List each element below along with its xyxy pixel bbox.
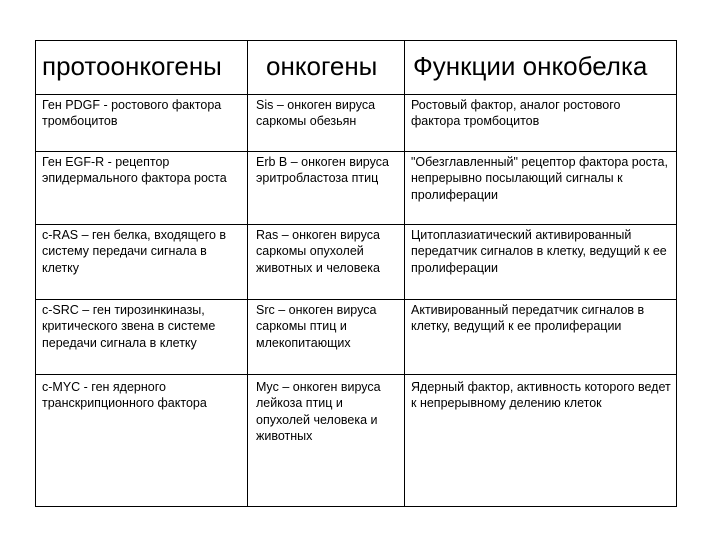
table-cell	[405, 300, 677, 375]
cell-text: c-SRC – ген тирозинкиназы, критического звена в системе передачи сигнала в клетку	[42, 303, 216, 350]
cell-text: Ядерный фактор, активность которого ведет к непрерывному делению клеток	[411, 380, 671, 411]
table-cell	[36, 95, 248, 152]
table-cell	[36, 375, 248, 507]
table-cell	[248, 225, 405, 300]
table-row	[36, 152, 677, 225]
cell-text: Ростовый фактор, аналог ростового фактора тромбоцитов	[411, 98, 621, 129]
cell-text: Myc – онкоген вируса лейкоза птиц и опухолей человека и животных	[256, 380, 381, 443]
oncogenes-table	[35, 40, 677, 507]
header-cell-functions	[405, 41, 677, 95]
cell-text: Erb B – онкоген вируса эритробластоза птиц	[256, 155, 389, 186]
table-cell	[405, 375, 677, 507]
cell-text: c-RAS – ген белка, входящего в систему передачи сигнала в клетку	[42, 228, 227, 275]
header-text: протоонкогены	[42, 51, 222, 81]
table-row	[36, 225, 677, 300]
table-cell	[36, 225, 248, 300]
table-cell	[36, 152, 248, 225]
cell-text: Ген PDGF - ростового фактора тромбоцитов	[42, 98, 222, 129]
cell-text: Цитоплазиатический активированный передатчик сигналов в клетку, ведущий к ее пролиферации	[411, 228, 667, 275]
cell-text: c-MYC - ген ядерного транскрипционного фактора	[42, 380, 207, 411]
table-cell	[248, 95, 405, 152]
cell-text: Ras – онкоген вируса саркомы опухолей животных и человека	[256, 228, 380, 275]
table-cell	[405, 225, 677, 300]
table-cell	[248, 152, 405, 225]
cell-text: Sis – онкоген вируса саркомы обезьян	[256, 98, 376, 129]
header-text: онкогены	[266, 51, 378, 81]
table-row	[36, 95, 677, 152]
table-header-row	[36, 41, 677, 95]
header-cell-oncogenes	[248, 41, 405, 95]
cell-text: "Обезглавленный" рецептор фактора роста, непрерывно посылающий сигналы к пролиферации	[411, 155, 668, 202]
cell-text: Ген EGF-R - рецептор эпидермального фактора роста	[42, 155, 227, 186]
table-cell	[405, 152, 677, 225]
table-cell	[36, 300, 248, 375]
table-cell	[248, 300, 405, 375]
header-cell-protooncogenes	[36, 41, 248, 95]
cell-text: Активированный передатчик сигналов в клетку, ведущий к ее пролиферации	[411, 303, 645, 334]
table-cell	[248, 375, 405, 507]
header-text: Функции онкобелка	[413, 51, 648, 81]
cell-text: Src – онкоген вируса саркомы птиц и млекопитающих	[256, 303, 377, 350]
table-row	[36, 375, 677, 507]
table-cell	[405, 95, 677, 152]
table-row	[36, 300, 677, 375]
